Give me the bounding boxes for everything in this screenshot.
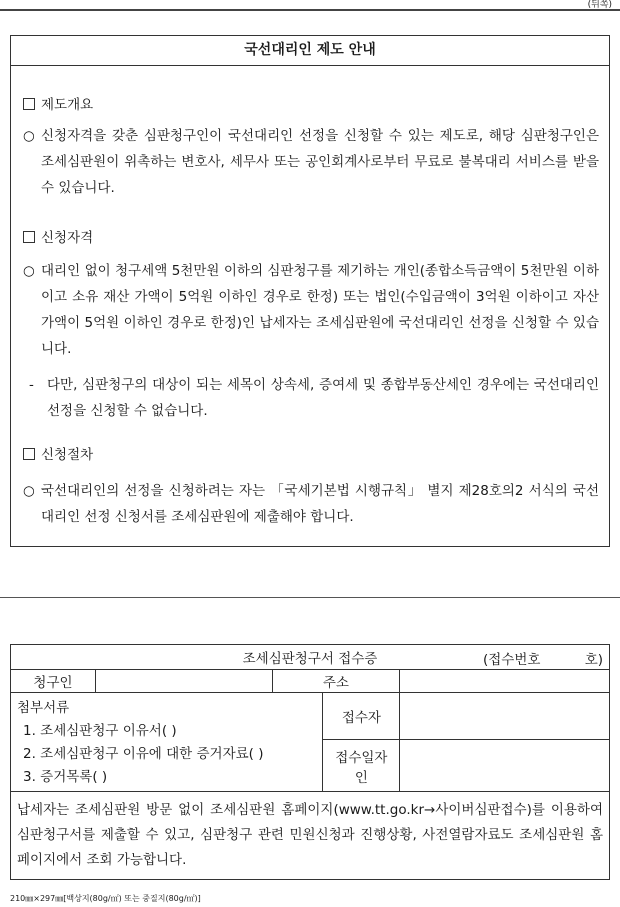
receipt-notice: 납세자는 조세심판원 방문 없이 조세심판원 홈페이지(www.tt.go.kr→사이버심판접수)를 이용하여 심판청구서를 제출할 수 있고, 심판청구 관련 민원신청과 진행상황, 사전열람자료도 조세심판원 홈페이지에서 조회 가능합니다.: [11, 792, 610, 880]
eligibility-exception: 다만, 심판청구의 대상이 되는 세목이 상속세, 증여세 및 종합부동산세인 경우에는 국선대리인 선정을 신청할 수 없습니다.: [47, 377, 599, 419]
attachments-row: [11, 693, 610, 740]
receipt-number-suffix: 호): [584, 652, 603, 668]
cut-line: [0, 597, 620, 598]
receiver-value[interactable]: [400, 693, 610, 740]
claimant-label: 청구인: [11, 670, 96, 693]
section-text-overview: [23, 123, 599, 201]
section-text-eligibility: [23, 258, 599, 362]
receipt-number-label: (접수번호: [483, 652, 541, 668]
notice-row: [11, 792, 610, 880]
dash-bullet-icon: -: [29, 377, 34, 393]
claimant-row: [11, 670, 610, 693]
section-text-procedure: [23, 478, 599, 530]
checkbox-square-icon: [23, 231, 35, 243]
address-label: 주소: [272, 670, 400, 693]
page-side-label: (뒤쪽): [587, 0, 612, 10]
guide-box: [10, 35, 610, 547]
circle-bullet-icon: ○: [23, 483, 35, 499]
receipt-title-row: [11, 645, 610, 670]
receipt-table: [10, 644, 610, 880]
checkbox-square-icon: [23, 98, 35, 110]
section-heading-procedure: 신청절차: [23, 443, 93, 463]
attachments-cell: [11, 693, 323, 792]
checkbox-square-icon: [23, 448, 35, 460]
eligibility-paragraph: 대리인 없이 청구세액 5천만원 이하의 심판청구를 제기하는 개인(종합소득금액이 5천만원 이하이고 소유 재산 가액이 5억원 이하인 경우로 한정) 또는 법인(수입금액이 3억원 이하이고 자산가액이 5억원 이하인 경우로 한정)인 납세자는 조세심판원에 국선대리인 선정을 신청할 수 있습니다.: [41, 263, 599, 357]
attachment-item: 1. 조세심판청구 이유서( ): [23, 723, 177, 739]
receiver-label: 접수자: [323, 693, 400, 740]
receipt-date-value[interactable]: [400, 740, 610, 792]
overview-paragraph: 신청자격을 갖춘 심판청구인이 국선대리인 선정을 신청할 수 있는 제도로, 해당 심판청구인은 조세심판원이 위촉하는 변호사, 세무사 또는 공인회계사로부터 무료로 불복대리 서비스를 받을 수 있습니다.: [41, 128, 599, 196]
section-heading-eligibility: 신청자격: [23, 226, 93, 246]
address-value[interactable]: [400, 670, 610, 693]
section-heading-overview: 제도개요: [23, 93, 93, 113]
circle-bullet-icon: ○: [23, 128, 35, 144]
attachment-item: 3. 증거목록( ): [23, 769, 108, 785]
section-subtext-eligibility: [23, 372, 599, 424]
paper-spec: 210㎜×297㎜[백상지(80g/㎡) 또는 중질지(80g/㎡)]: [10, 894, 201, 903]
claimant-value[interactable]: [95, 670, 272, 693]
attachments-label: 첨부서류: [17, 700, 70, 716]
receipt-date-label: 접수일자인: [323, 740, 400, 792]
attachment-item: 2. 조세심판청구 이유에 대한 증거자료( ): [23, 746, 264, 762]
top-rule: [0, 9, 620, 11]
guide-title: 국선대리인 제도 안내: [11, 36, 609, 66]
procedure-paragraph: 국선대리인의 선정을 신청하려는 자는 「국세기본법 시행규칙」 별지 제28호의2 서식의 국선대리인 선정 신청서를 조세심판원에 제출해야 합니다.: [41, 483, 599, 525]
circle-bullet-icon: ○: [23, 263, 35, 279]
receipt-title: 조세심판청구서 접수증: [242, 651, 378, 667]
